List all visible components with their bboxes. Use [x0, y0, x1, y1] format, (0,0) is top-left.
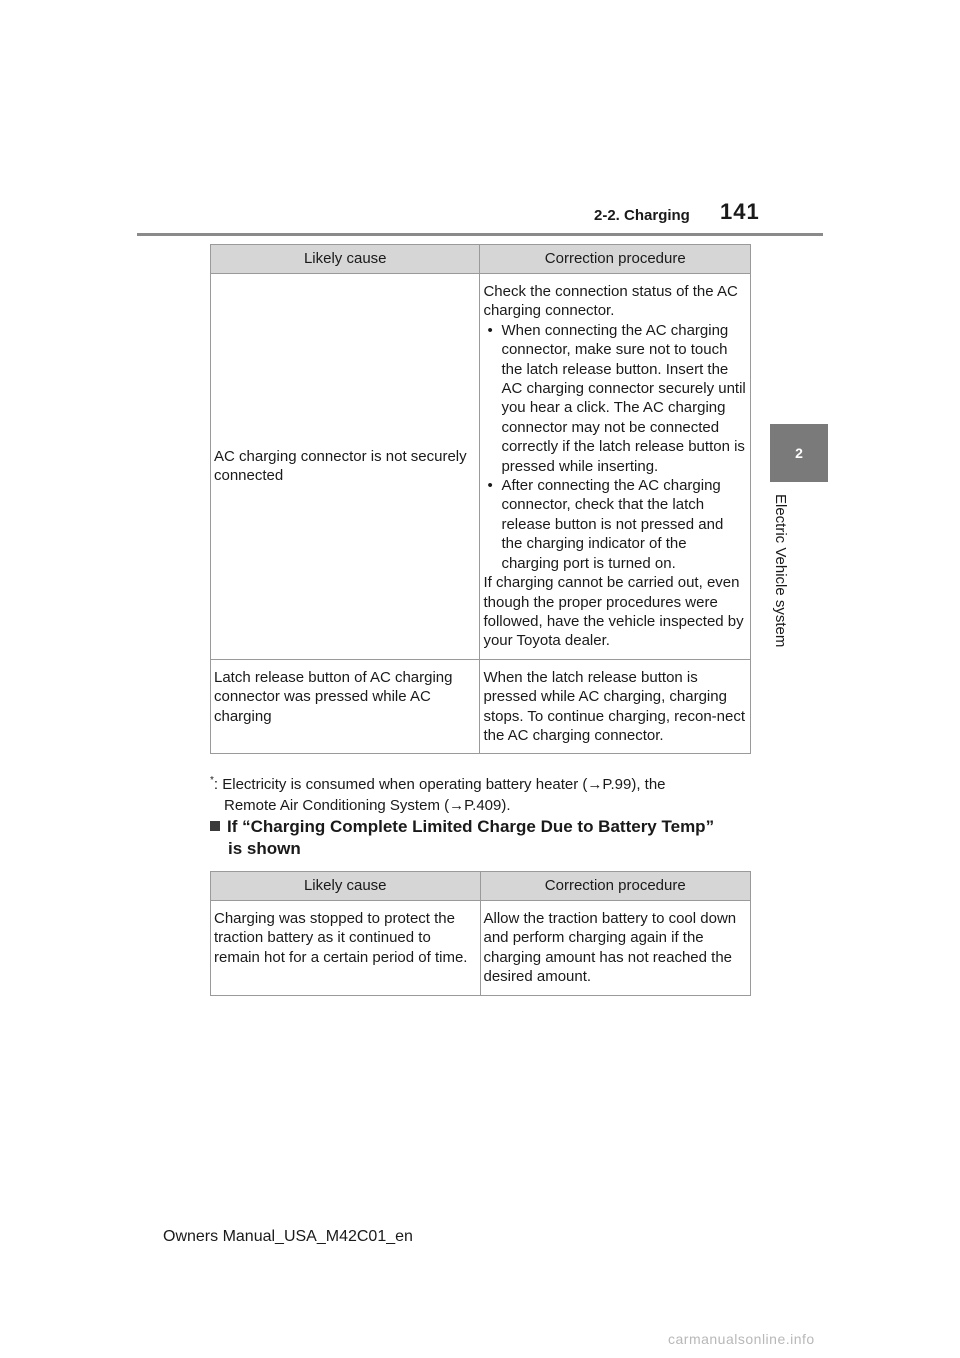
heading-line-2: is shown: [228, 839, 301, 858]
procedure-text: When the latch release button is pressed while AC charging, charging stops. To continue charging, recon-nect the AC charging connector.: [483, 668, 746, 744]
chapter-tab: [770, 424, 828, 482]
page-number: 141: [720, 199, 760, 224]
table-header-row: [211, 245, 751, 274]
table-row: [211, 274, 751, 660]
correction-procedure-cell: [480, 274, 751, 660]
troubleshooting-table-1: [210, 244, 751, 754]
watermark: carmanualsonline.info: [668, 1331, 815, 1347]
likely-cause-cell: [211, 901, 481, 996]
procedure-bullet-list: [483, 321, 746, 573]
correction-procedure-cell: [480, 659, 751, 754]
chapter-number: 2: [795, 445, 803, 461]
header-section-title: 2-2. Charging: [594, 207, 690, 224]
procedure-text: Allow the traction battery to cool down and perform charging again if the charging amount has not reached the desired amount.: [483, 910, 737, 986]
footnote-line-1: : Electricity is consumed when operating battery heater (→P.99), the: [213, 776, 666, 793]
heading-line-1: If “Charging Complete Limited Charge Due to Battery Temp”: [227, 817, 715, 836]
likely-cause-cell: [211, 274, 480, 660]
footnote-line-2: Remote Air Conditioning System (→P.409).: [224, 797, 511, 814]
footnote-marker: *: [210, 775, 214, 786]
footnote: [210, 770, 770, 816]
table-row: [211, 659, 751, 754]
column-header-likely-cause: Likely cause: [211, 872, 481, 901]
likely-cause-text: Latch release button of AC charging connector was pressed while AC charging: [214, 668, 453, 725]
procedure-outro: If charging cannot be carried out, even though the proper procedures were followed, have the vehicle inspected by your Toyota dealer.: [483, 574, 744, 650]
procedure-intro: Check the connection status of the AC charging connector.: [483, 283, 738, 320]
manual-id: Owners Manual_USA_M42C01_en: [163, 1228, 413, 1245]
column-header-correction-procedure: Correction procedure: [480, 872, 751, 901]
table-row: [211, 901, 751, 996]
list-item: • After connecting the AC charging connector, check that the latch release button is not pressed and the charging indicator of the charging port is turned on.: [483, 476, 746, 573]
table-header-row: [211, 872, 751, 901]
column-header-likely-cause: Likely cause: [211, 245, 480, 274]
column-header-correction-procedure: Correction procedure: [480, 245, 751, 274]
troubleshooting-table-2: [210, 871, 751, 996]
likely-cause-text: AC charging connector is not securely connected: [214, 447, 467, 485]
likely-cause-text: Charging was stopped to protect the traction battery as it continued to remain hot for a certain period of time.: [214, 910, 468, 966]
likely-cause-cell: [211, 659, 480, 754]
section-heading: [210, 816, 770, 860]
list-item: • When connecting the AC charging connector, make sure not to touch the latch release button. Insert the AC charging connector securely until you hear a click. The AC charging connector may not be connected correctly if the latch release button is pressed while inserting.: [483, 321, 746, 476]
correction-procedure-cell: [480, 901, 751, 996]
header-rule: [137, 233, 823, 236]
heading-square-icon: [210, 821, 220, 831]
chapter-title: Electric Vehicle system: [772, 494, 789, 648]
